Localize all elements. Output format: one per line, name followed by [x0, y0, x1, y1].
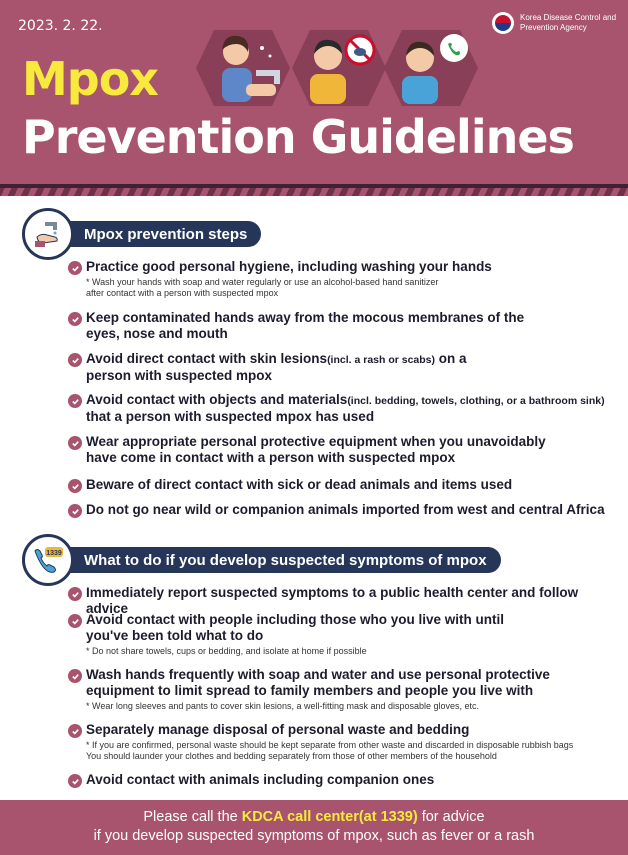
check-icon	[68, 669, 82, 683]
agency-name: Korea Disease Control and Prevention Agency	[520, 13, 617, 32]
check-icon	[68, 353, 82, 367]
check-icon	[68, 724, 82, 738]
list-item: Keep contaminated hands away from the mocous membranes of the eyes, nose and mouth	[68, 310, 620, 342]
list-item: Beware of direct contact with sick or dead animals and items used	[68, 477, 620, 493]
check-icon	[68, 504, 82, 518]
list-item: Immediately report suspected symptoms to a public health center and follow advice	[68, 585, 620, 617]
call-center-highlight: KDCA call center(at 1339)	[241, 809, 418, 825]
check-icon	[68, 312, 82, 326]
agency-logo	[492, 12, 628, 34]
date: 2023. 2. 22.	[18, 18, 103, 34]
check-icon	[68, 774, 82, 788]
header-banner	[0, 0, 628, 188]
check-icon	[68, 261, 82, 275]
check-icon	[68, 614, 82, 628]
section-symptoms-title: What to do if you develop suspected symptoms of mpox	[62, 547, 501, 573]
hand-washing-icon	[22, 208, 74, 260]
check-icon	[68, 436, 82, 450]
list-item: Wear appropriate personal protective equipment when you unavoidably have come in contact with a person with suspected mpox	[68, 434, 620, 466]
handwashing-illustration-icon	[196, 26, 290, 110]
check-icon	[68, 479, 82, 493]
list-item: Separately manage disposal of personal waste and bedding * If you are confirmed, personal waste should be kept separate from other waste and discarded in disposable rubbish bags You should launder your clothes and bedding separately from those of other members of the household	[68, 722, 620, 762]
list-item: Do not go near wild or companion animals imported from west and central Africa	[68, 502, 620, 518]
section-prevention-header	[22, 208, 261, 260]
title-mpox: Mpox	[22, 52, 158, 106]
list-item: Practice good personal hygiene, including washing your hands * Wash your hands with soap and water regularly or use an alcohol-based hand sanitizer after contact with a person with suspected mpox	[68, 259, 620, 299]
footer-callout	[0, 800, 628, 855]
call-health-center-illustration-icon	[384, 26, 478, 110]
section-symptoms-header	[22, 534, 501, 586]
korea-emblem-icon	[492, 12, 514, 34]
footer-line-1: Please call the KDCA call center(at 1339) for advice	[143, 809, 485, 825]
section-prevention-title: Mpox prevention steps	[62, 221, 261, 247]
no-touching-face-illustration-icon	[292, 26, 386, 110]
list-item: Avoid contact with people including those who you live with until you've been told what to do * Do not share towels, cups or bedding, and isolate at home if possible	[68, 612, 620, 657]
svg-text:1339: 1339	[46, 550, 62, 557]
header-divider	[0, 184, 628, 196]
title-guidelines: Prevention Guidelines	[22, 110, 574, 164]
footer-line-2: if you develop suspected symptoms of mpox, such as fever or a rash	[93, 828, 535, 844]
list-item: Avoid contact with objects and materials(incl. bedding, towels, clothing, or a bathroom sink) that a person with suspected mpox has used	[68, 392, 620, 425]
phone-1339-icon	[22, 534, 74, 586]
list-item: Avoid contact with animals including companion ones	[68, 772, 620, 788]
list-item: Avoid direct contact with skin lesions(incl. a rash or scabs) on a person with suspected mpox	[68, 351, 620, 384]
check-icon	[68, 394, 82, 408]
check-icon	[68, 587, 82, 601]
list-item: Wash hands frequently with soap and water and use personal protective equipment to limit spread to family members and people you live with * Wear long sleeves and pants to cover skin lesions, a well-fitting mask and disposable gloves, etc.	[68, 667, 620, 712]
